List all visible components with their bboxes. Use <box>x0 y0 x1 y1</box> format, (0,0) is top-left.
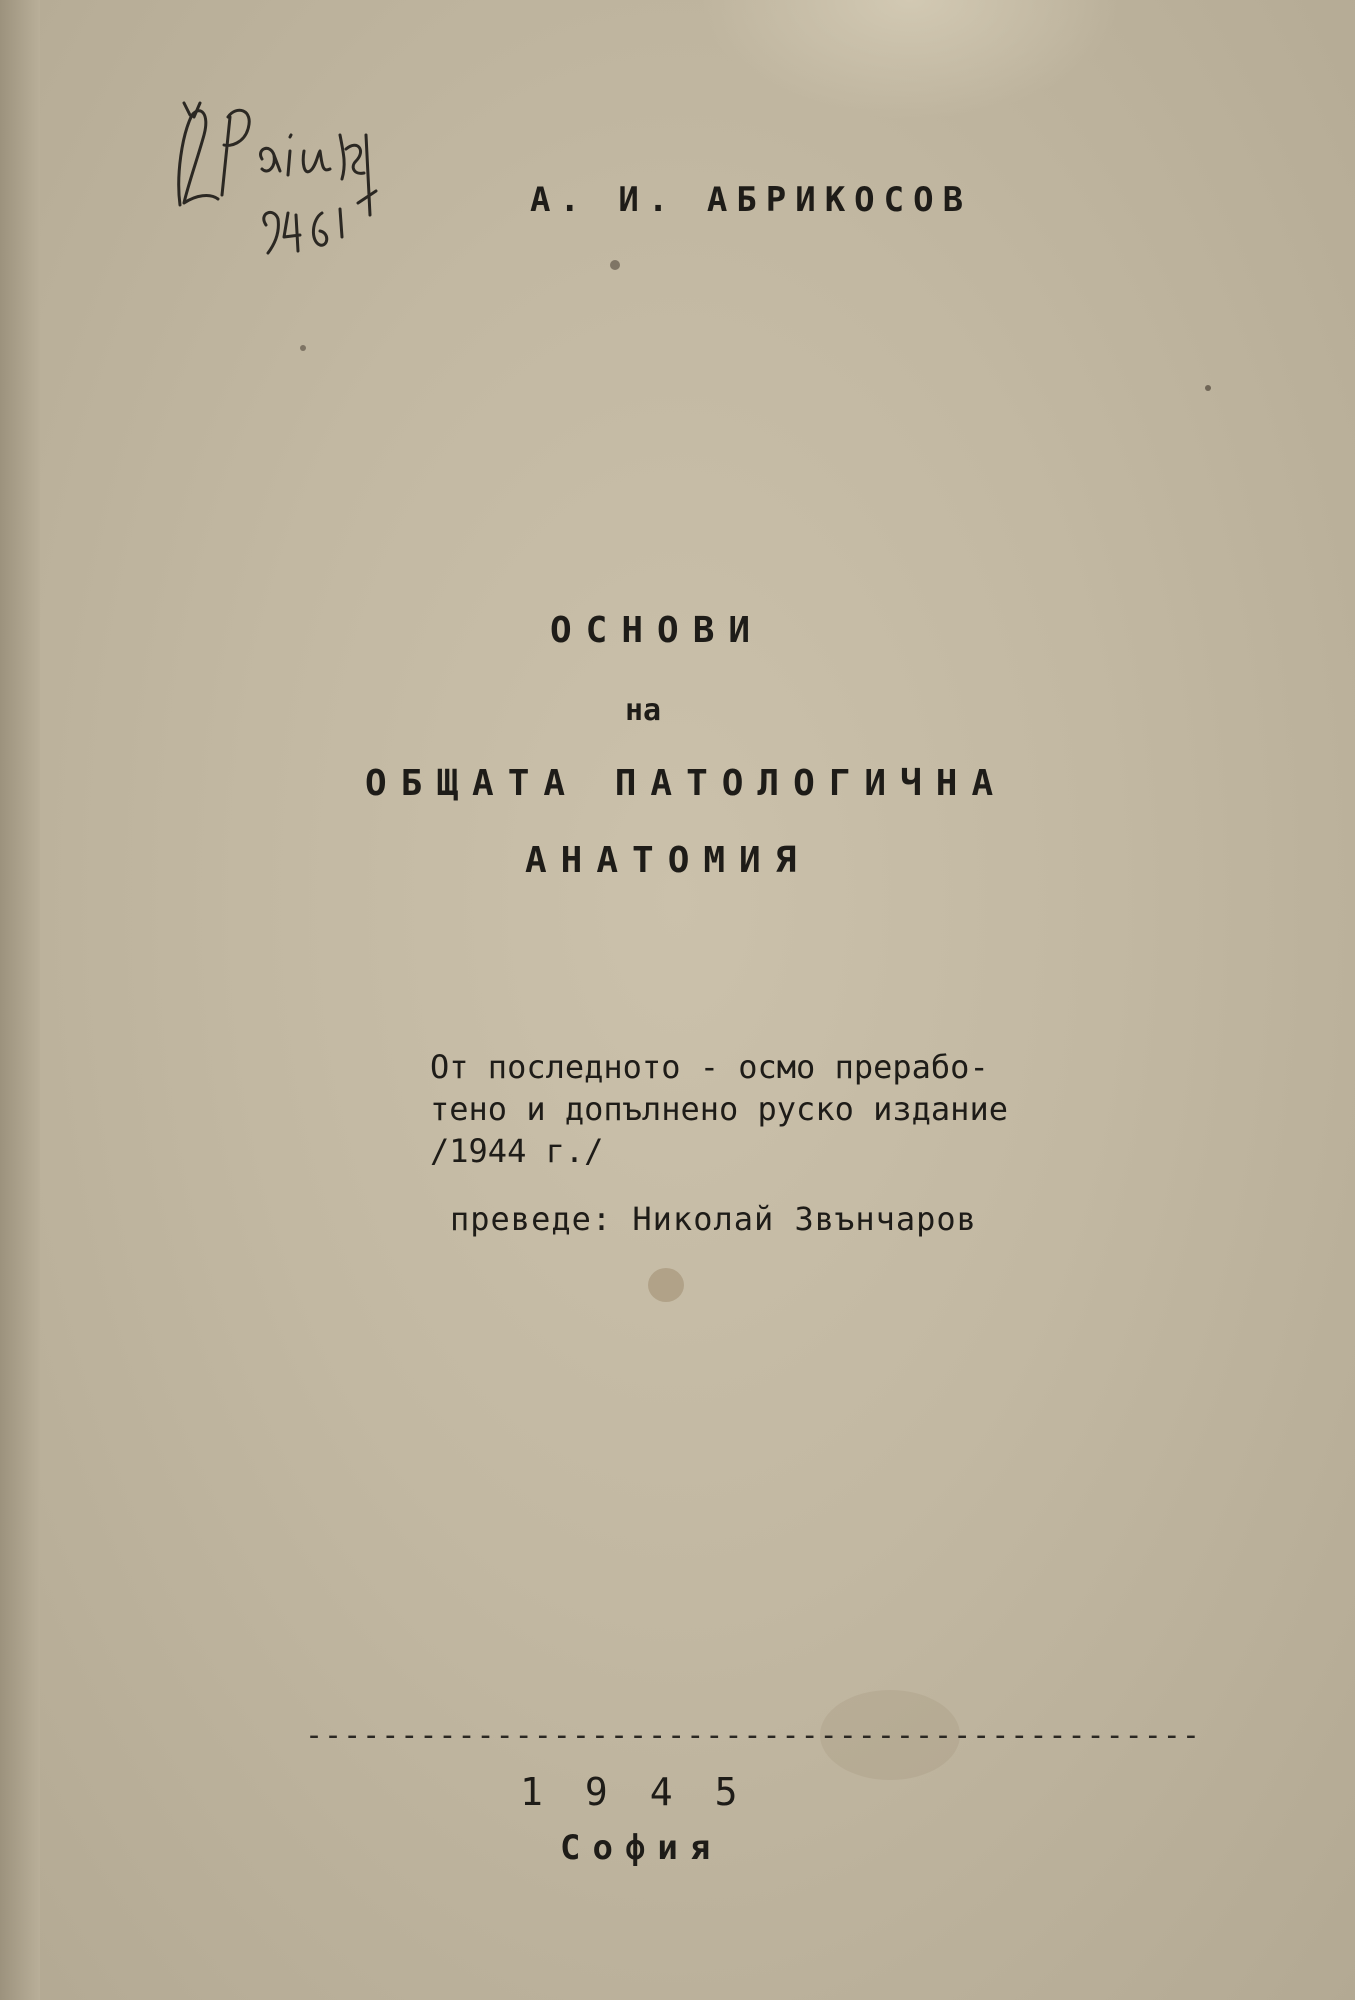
translator-credit: преведе: Николай Звънчаров <box>450 1200 977 1238</box>
paper-tear <box>700 0 1120 120</box>
publication-city: София <box>560 1828 723 1868</box>
page-edge <box>0 0 40 2000</box>
edition-line-3: /1944 г./ <box>430 1132 604 1170</box>
paper-stain <box>1205 385 1211 391</box>
edition-line-2: тено и допълнено руско издание <box>430 1090 1008 1128</box>
paper-stain <box>610 260 620 270</box>
edition-line-1: От последното - осмо прерабо- <box>430 1048 989 1086</box>
handwritten-signature <box>170 95 400 265</box>
edition-note <box>430 1046 1008 1172</box>
publication-year: 1945 <box>520 1770 780 1814</box>
paper-stain <box>648 1268 684 1302</box>
separator-line: ----------------------------------------------- <box>305 1718 1201 1753</box>
title-line-3: ОБЩАТА ПАТОЛОГИЧНА <box>365 763 1008 804</box>
author-name: А. И. АБРИКОСОВ <box>530 180 973 220</box>
title-line-4: АНАТОМИЯ <box>525 840 811 881</box>
handwritten-note <box>170 95 400 265</box>
paper-stain <box>300 345 306 351</box>
title-line-1: ОСНОВИ <box>550 610 765 651</box>
title-line-2: на <box>625 693 662 728</box>
